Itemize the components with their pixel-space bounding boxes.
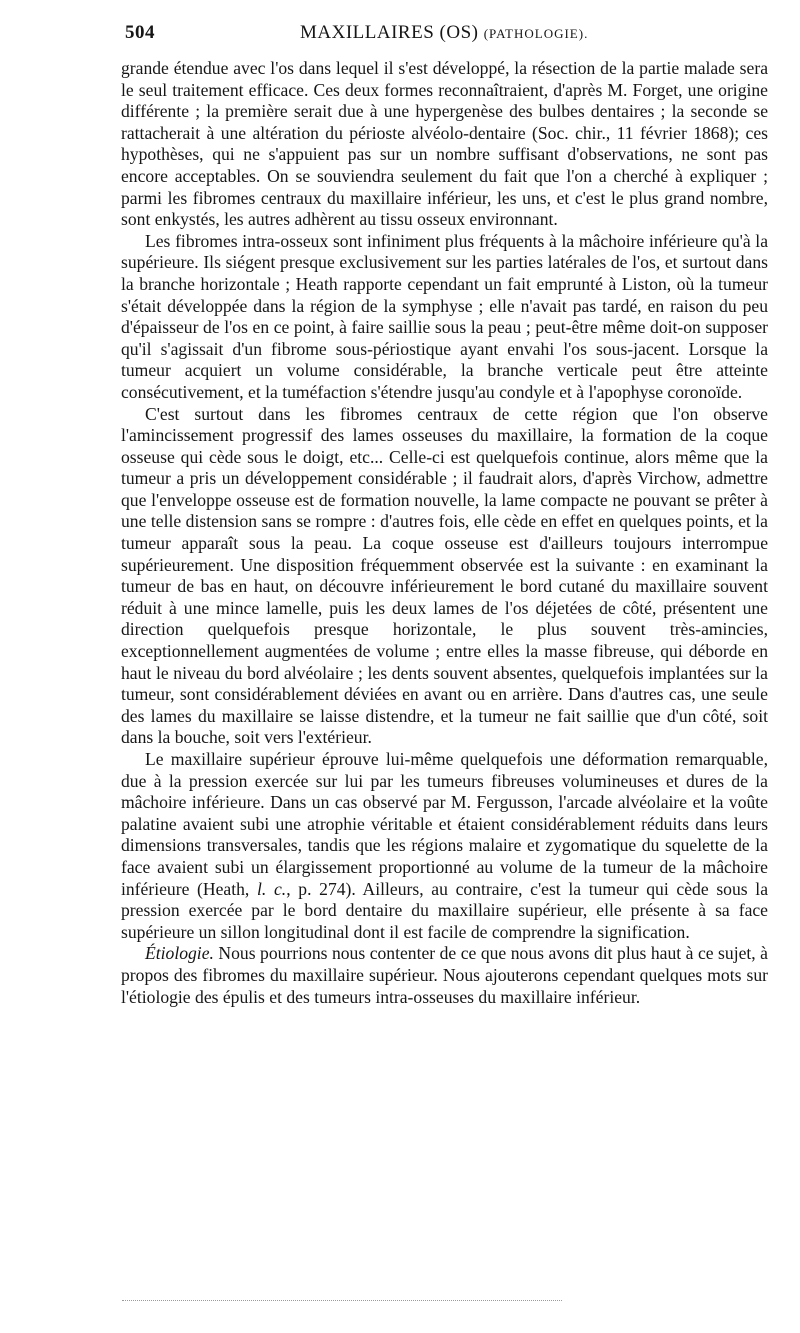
section-label-etiologie: Étiologie. <box>145 943 214 964</box>
paragraph-etiology-text: Nous pourrions nous contenter de ce que nous avons dit plus haut à ce sujet, à propos des fibromes du maxillaire supérieur. Nous ajouterons cependant quelques mots sur l'étiologie des épulis et des tumeurs intra-osseuses du maxillaire inférieur. <box>121 943 768 1007</box>
paragraph-central-fibromas: C'est surtout dans les fibromes centraux de cette région que l'on observe l'amincissement progressif des lames osseuses du maxillaire, la formation de la coque osseuse qui cède sous le doigt, etc... Celle-ci est quelquefois continue, alors même que la tumeur a pris un développement considérable ; il faudrait alors, d'après Virchow, admettre que l'enveloppe osseuse est de formation nouvelle, la lame compacte ne pouvant se prêter à une telle distension sans se rompre : d'autres fois, elle cède en effet en quelques points, et la tumeur apparaît sous la peau. La coque osseuse est d'ailleurs toujours interrompue supérieurement. Une disposition fréquemment observée est la suivante : en examinant la tumeur de bas en haut, on découvre inférieurement le bord cutané du maxillaire souvent réduit à une mince lamelle, puis les deux lames de l'os déjetées de côté, présentent une direction quelquefois presque horizontale, le plus souvent très-amincies, exceptionnellement augmentées de volume ; entre elles la masse fibreuse, qui déborde en haut le niveau du bord alvéolaire ; les dents souvent absentes, quelquefois implantées sur la tumeur, sont considérablement déviées en avant ou en arrière. Dans d'autres cas, une seule des lames du maxillaire se laisse distendre, et la tumeur ne fait saillie que d'un côté, soit dans la bouche, soit vers l'extérieur. <box>121 403 768 748</box>
paragraph-continuation: grande étendue avec l'os dans lequel il s'est développé, la résection de la partie malade sera le seul traitement efficace. Ces deux formes reconnaîtraient, d'après M. Forget, une origine différente ; la première serait due à une hypergenèse des bulbes dentaires ; la seconde se rattacherait à une altération du périoste alvéolo-dentaire (Soc. chir., 11 février 1868); ces hypothèses, qui ne s'appuient pas sur un nombre suffisant d'observations, ne sont pas encore acceptables. On se souviendra seulement du fait que l'on a cherché à expliquer ; parmi les fibromes centraux du maxillaire inférieur, les uns, et c'est le plus grand nombre, sont enkystés, les autres adhèrent au tissu osseux environnant. <box>121 58 768 230</box>
running-head <box>125 22 765 48</box>
body-text <box>121 58 768 1008</box>
running-title-sub: (PATHOLOGIE). <box>483 26 589 41</box>
page-number: 504 <box>125 22 155 43</box>
paragraph-intra-osseous-fibromas: Les fibromes intra-osseux sont infiniment plus fréquents à la mâchoire inférieure qu'à la supérieure. Ils siégent presque exclusivement sur les parties latérales de l'os, et surtout dans la branche horizontale ; Heath rapporte cependant un fait emprunté à Liston, où la tumeur s'était développée dans la région de la symphyse ; elle n'avait pas tardé, en raison du peu d'épaisseur de l'os en ce point, à faire saillie sous la peau ; peut-être même doit-on supposer qu'il s'agissait d'un fibrome sous-périostique ayant envahi l'os sous-jacent. Lorsque la tumeur acquiert un volume considérable, la branche verticale peut être atteinte consécutivement, et la tuméfaction s'étendre jusqu'au condyle et à l'apophyse coronoïde. <box>121 230 768 402</box>
bottom-dotted-rule <box>122 1300 562 1301</box>
paragraph-upper-maxillary-tail: , p. 274). Ailleurs, au contraire, c'est la tumeur qui cède sous la pression exercée par le bord dentaire du maxillaire supérieur, elle présente à sa face supérieure un sillon longitudinal dont il est facile de comprendre la signification. <box>121 878 768 942</box>
citation-reference: l. c. <box>257 878 287 899</box>
paragraph-upper-maxillary <box>121 749 768 943</box>
running-title-main: MAXILLAIRES (OS) <box>300 22 479 43</box>
paragraph-upper-maxillary-text: Le maxillaire supérieur éprouve lui-même quelquefois une déformation remarquable, due à la pression exercée sur lui par les tumeurs fibreuses volumineuses et dures de la mâchoire inférieure. Dans un cas observé par M. Fergusson, l'arcade alvéolaire et la voûte palatine avaient subi une atrophie véritable et étaient considérablement réduits dans leurs dimensions transversales, tandis que les régions malaire et zygomatique du squelette de la face avaient subi un élargissement proportionné au volume de la tumeur de la mâchoire inférieure (Heath, <box>121 749 768 899</box>
paragraph-etiology <box>121 943 768 1008</box>
running-title <box>300 22 588 44</box>
